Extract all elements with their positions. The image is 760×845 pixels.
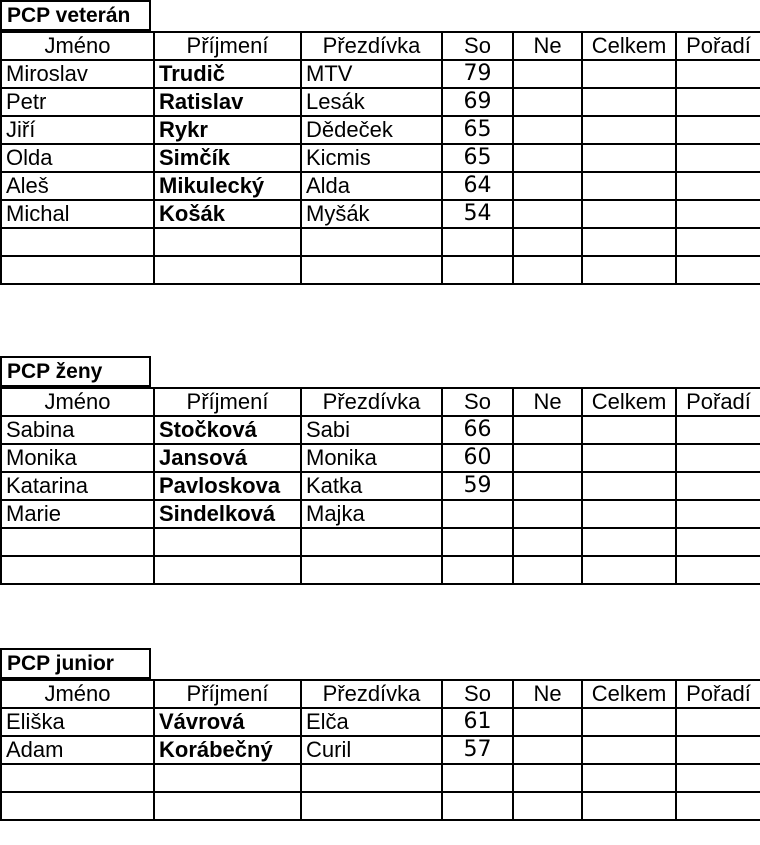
sunday-score-cell	[513, 172, 582, 200]
nickname-cell: Monika	[301, 444, 442, 472]
header-saturday: So	[442, 32, 513, 60]
saturday-score-cell	[442, 528, 513, 556]
header-total: Celkem	[582, 388, 676, 416]
table-row	[1, 228, 760, 256]
table-row	[1, 764, 760, 792]
total-cell	[582, 792, 676, 820]
sunday-score-cell	[513, 764, 582, 792]
sunday-score-cell	[513, 88, 582, 116]
rank-cell	[676, 60, 760, 88]
last-name-cell	[154, 792, 301, 820]
rank-cell	[676, 228, 760, 256]
header-sunday: Ne	[513, 680, 582, 708]
nickname-cell	[301, 528, 442, 556]
saturday-score-cell: 60	[442, 444, 513, 472]
header-nickname: Přezdívka	[301, 388, 442, 416]
header-saturday: So	[442, 680, 513, 708]
table-row	[1, 444, 760, 472]
sunday-score-cell	[513, 500, 582, 528]
first-name-cell: Petr	[1, 88, 154, 116]
header-rank: Pořadí	[676, 32, 760, 60]
first-name-cell: Marie	[1, 500, 154, 528]
nickname-cell: MTV	[301, 60, 442, 88]
total-cell	[582, 472, 676, 500]
rank-cell	[676, 200, 760, 228]
last-name-cell	[154, 228, 301, 256]
nickname-cell: Majka	[301, 500, 442, 528]
header-first-name: Jméno	[1, 388, 154, 416]
results-table	[0, 387, 760, 585]
header-last-name: Příjmení	[154, 32, 301, 60]
sunday-score-cell	[513, 200, 582, 228]
first-name-cell: Miroslav	[1, 60, 154, 88]
header-row	[1, 388, 760, 416]
first-name-cell: Adam	[1, 736, 154, 764]
first-name-cell	[1, 764, 154, 792]
sunday-score-cell	[513, 708, 582, 736]
table-row	[1, 172, 760, 200]
last-name-cell: Košák	[154, 200, 301, 228]
sunday-score-cell	[513, 444, 582, 472]
rank-cell	[676, 500, 760, 528]
results-table	[0, 679, 760, 821]
table-row	[1, 736, 760, 764]
section-title: PCP veterán	[0, 0, 151, 31]
rank-cell	[676, 792, 760, 820]
saturday-score-cell: 64	[442, 172, 513, 200]
last-name-cell: Vávrová	[154, 708, 301, 736]
total-cell	[582, 416, 676, 444]
saturday-score-cell: 66	[442, 416, 513, 444]
last-name-cell: Trudič	[154, 60, 301, 88]
table-row	[1, 528, 760, 556]
nickname-cell: Elča	[301, 708, 442, 736]
header-first-name: Jméno	[1, 32, 154, 60]
rank-cell	[676, 172, 760, 200]
total-cell	[582, 500, 676, 528]
last-name-cell	[154, 764, 301, 792]
first-name-cell: Michal	[1, 200, 154, 228]
rank-cell	[676, 556, 760, 584]
header-last-name: Příjmení	[154, 680, 301, 708]
sunday-score-cell	[513, 792, 582, 820]
nickname-cell: Myšák	[301, 200, 442, 228]
table-row	[1, 256, 760, 284]
rank-cell	[676, 116, 760, 144]
last-name-cell	[154, 256, 301, 284]
saturday-score-cell	[442, 256, 513, 284]
nickname-cell: Kicmis	[301, 144, 442, 172]
total-cell	[582, 528, 676, 556]
rank-cell	[676, 444, 760, 472]
saturday-score-cell: 65	[442, 116, 513, 144]
total-cell	[582, 60, 676, 88]
table-row	[1, 416, 760, 444]
section-title: PCP junior	[0, 648, 151, 679]
total-cell	[582, 708, 676, 736]
table-row	[1, 556, 760, 584]
total-cell	[582, 200, 676, 228]
header-total: Celkem	[582, 32, 676, 60]
last-name-cell: Ratislav	[154, 88, 301, 116]
table-row	[1, 88, 760, 116]
nickname-cell	[301, 764, 442, 792]
header-row	[1, 680, 760, 708]
nickname-cell	[301, 256, 442, 284]
total-cell	[582, 764, 676, 792]
sunday-score-cell	[513, 144, 582, 172]
table-row	[1, 792, 760, 820]
sunday-score-cell	[513, 228, 582, 256]
total-cell	[582, 144, 676, 172]
last-name-cell: Pavloskova	[154, 472, 301, 500]
saturday-score-cell: 69	[442, 88, 513, 116]
nickname-cell: Sabi	[301, 416, 442, 444]
rank-cell	[676, 144, 760, 172]
last-name-cell: Rykr	[154, 116, 301, 144]
nickname-cell: Dědeček	[301, 116, 442, 144]
last-name-cell	[154, 528, 301, 556]
table-row	[1, 708, 760, 736]
header-nickname: Přezdívka	[301, 680, 442, 708]
sunday-score-cell	[513, 116, 582, 144]
total-cell	[582, 228, 676, 256]
header-total: Celkem	[582, 680, 676, 708]
saturday-score-cell	[442, 228, 513, 256]
total-cell	[582, 736, 676, 764]
saturday-score-cell: 79	[442, 60, 513, 88]
header-saturday: So	[442, 388, 513, 416]
first-name-cell: Sabina	[1, 416, 154, 444]
first-name-cell: Monika	[1, 444, 154, 472]
header-nickname: Přezdívka	[301, 32, 442, 60]
total-cell	[582, 88, 676, 116]
rank-cell	[676, 528, 760, 556]
total-cell	[582, 556, 676, 584]
table-row	[1, 144, 760, 172]
saturday-score-cell: 57	[442, 736, 513, 764]
total-cell	[582, 172, 676, 200]
sunday-score-cell	[513, 556, 582, 584]
header-last-name: Příjmení	[154, 388, 301, 416]
nickname-cell: Katka	[301, 472, 442, 500]
table-row	[1, 60, 760, 88]
saturday-score-cell	[442, 792, 513, 820]
first-name-cell: Aleš	[1, 172, 154, 200]
last-name-cell	[154, 556, 301, 584]
total-cell	[582, 256, 676, 284]
saturday-score-cell: 54	[442, 200, 513, 228]
first-name-cell	[1, 792, 154, 820]
nickname-cell: Curil	[301, 736, 442, 764]
table-row	[1, 116, 760, 144]
saturday-score-cell	[442, 500, 513, 528]
last-name-cell: Mikulecký	[154, 172, 301, 200]
total-cell	[582, 444, 676, 472]
last-name-cell: Stočková	[154, 416, 301, 444]
header-sunday: Ne	[513, 32, 582, 60]
nickname-cell	[301, 792, 442, 820]
last-name-cell: Simčík	[154, 144, 301, 172]
sunday-score-cell	[513, 528, 582, 556]
nickname-cell: Lesák	[301, 88, 442, 116]
rank-cell	[676, 88, 760, 116]
sunday-score-cell	[513, 736, 582, 764]
header-sunday: Ne	[513, 388, 582, 416]
saturday-score-cell: 59	[442, 472, 513, 500]
nickname-cell	[301, 228, 442, 256]
nickname-cell	[301, 556, 442, 584]
header-row	[1, 32, 760, 60]
rank-cell	[676, 472, 760, 500]
rank-cell	[676, 764, 760, 792]
nickname-cell: Alda	[301, 172, 442, 200]
first-name-cell: Katarina	[1, 472, 154, 500]
first-name-cell: Olda	[1, 144, 154, 172]
sunday-score-cell	[513, 472, 582, 500]
rank-cell	[676, 736, 760, 764]
header-first-name: Jméno	[1, 680, 154, 708]
sunday-score-cell	[513, 60, 582, 88]
table-row	[1, 200, 760, 228]
first-name-cell	[1, 556, 154, 584]
first-name-cell	[1, 256, 154, 284]
saturday-score-cell: 61	[442, 708, 513, 736]
rank-cell	[676, 708, 760, 736]
saturday-score-cell	[442, 556, 513, 584]
header-rank: Pořadí	[676, 388, 760, 416]
last-name-cell: Jansová	[154, 444, 301, 472]
sunday-score-cell	[513, 256, 582, 284]
header-rank: Pořadí	[676, 680, 760, 708]
table-row	[1, 500, 760, 528]
results-table	[0, 31, 760, 285]
saturday-score-cell	[442, 764, 513, 792]
last-name-cell: Sindelková	[154, 500, 301, 528]
rank-cell	[676, 416, 760, 444]
first-name-cell: Eliška	[1, 708, 154, 736]
saturday-score-cell: 65	[442, 144, 513, 172]
rank-cell	[676, 256, 760, 284]
section-title: PCP ženy	[0, 356, 151, 387]
first-name-cell	[1, 228, 154, 256]
table-row	[1, 472, 760, 500]
first-name-cell	[1, 528, 154, 556]
first-name-cell: Jiří	[1, 116, 154, 144]
last-name-cell: Korábečný	[154, 736, 301, 764]
sunday-score-cell	[513, 416, 582, 444]
total-cell	[582, 116, 676, 144]
